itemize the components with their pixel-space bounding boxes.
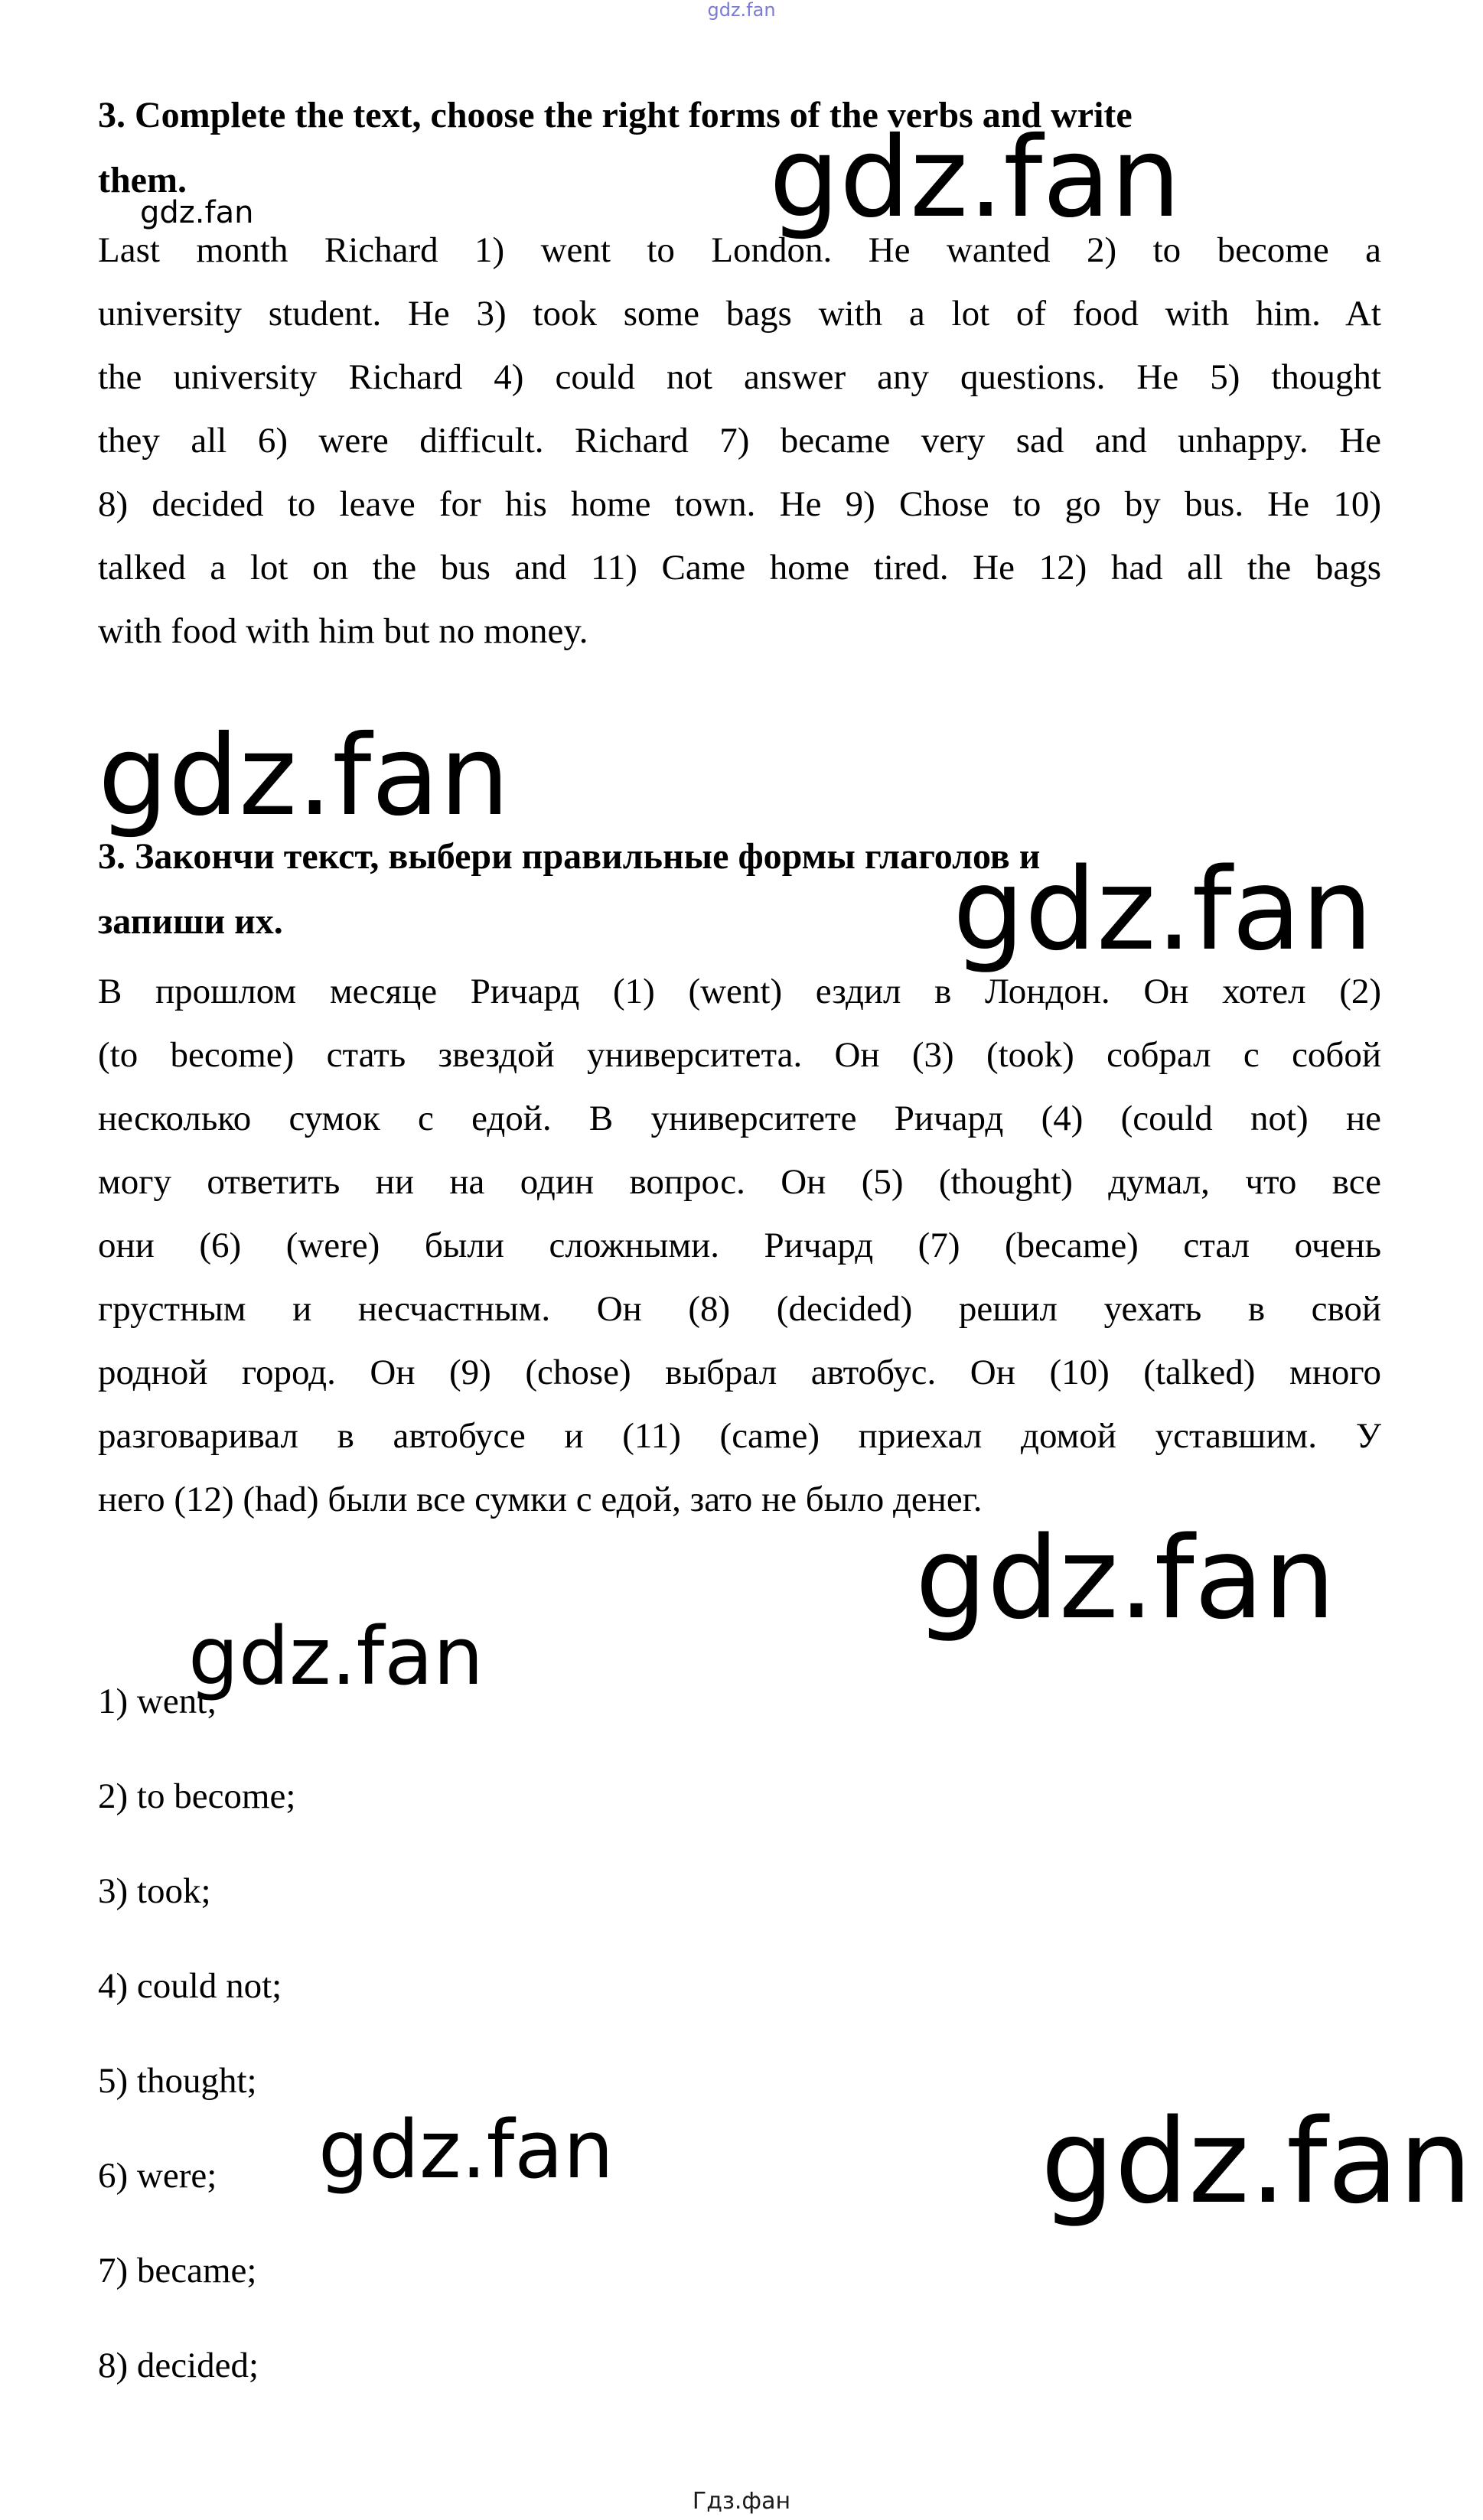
watermark-small-under-title: gdz.fan xyxy=(140,195,254,230)
footer-site-name: Гдз.фан xyxy=(692,2488,791,2515)
answer-item-1: 1) went; xyxy=(98,1682,217,1721)
task-body-ru xyxy=(98,960,1381,1532)
task-body-ru-line: родной город. Он (9) (chose) выбрал автобус. Он (10) (talked) много xyxy=(98,1353,1381,1392)
task-title-en-line-1: 3. Complete the text, choose the right forms of the verbs and write xyxy=(98,95,1133,135)
answer-item-4: 4) could not; xyxy=(98,1966,282,2006)
task-title-ru xyxy=(98,824,1040,954)
answer-item-5: 5) thought; xyxy=(98,2061,257,2101)
task-body-en-line: 8) decided to leave for his home town. He 9) Chose to go by bus. He 10) xyxy=(98,484,1381,524)
answers-list xyxy=(98,1670,295,2429)
task-body-en-line: with food with him but no money. xyxy=(98,611,588,651)
watermark-large-2: gdz.fan xyxy=(98,711,510,841)
answer-item-7: 7) became; xyxy=(98,2251,257,2290)
task-body-ru-line: могу ответить ни на один вопрос. Он (5) (thought) думал, что все xyxy=(98,1162,1381,1202)
task-body-ru-line: грустным и несчастным. Он (8) (decided) решил уехать в свой xyxy=(98,1289,1381,1329)
answer-item-8: 8) decided; xyxy=(98,2346,259,2385)
task-title-ru-line-2: запиши их. xyxy=(98,901,283,942)
watermark-large-3: gdz.fan xyxy=(953,844,1374,975)
task-body-en-line: Last month Richard 1) went to London. He wanted 2) to become a xyxy=(98,230,1381,270)
task-body-en-line: the university Richard 4) could not answer any questions. He 5) thought xyxy=(98,357,1381,397)
task-body-ru-line: разговаривал в автобусе и (11) (came) приехал домой уставшим. У xyxy=(98,1416,1381,1456)
answer-item-3: 3) took; xyxy=(98,1871,211,1911)
answer-item-2: 2) to become; xyxy=(98,1776,296,1816)
task-title-ru-line-1: 3. Закончи текст, выбери правильные формы глаголов и xyxy=(98,836,1041,877)
watermark-medium-6: gdz.fan xyxy=(318,2103,614,2196)
watermark-large-1: gdz.fan xyxy=(769,113,1182,243)
watermark-large-4: gdz.fan xyxy=(915,1512,1336,1644)
task-title-en-line-2: them. xyxy=(98,160,187,200)
task-body-ru-line: (to become) стать звездой университета. Он (3) (took) собрал с собой xyxy=(98,1035,1381,1075)
task-body-ru-line: несколько сумок с едой. В университете Ричард (4) (could not) не xyxy=(98,1099,1381,1138)
watermark-medium-5: gdz.fan xyxy=(188,1610,484,1703)
task-body-ru-line: него (12) (had) были все сумки с едой, зато не было денег. xyxy=(98,1480,983,1519)
watermark-large-7: gdz.fan xyxy=(1041,2094,1473,2229)
task-body-en-line: university student. He 3) took some bags with a lot of food with him. At xyxy=(98,294,1381,334)
task-body-ru-line: В прошлом месяце Ричард (1) (went) ездил в Лондон. Он хотел (2) xyxy=(98,972,1381,1011)
watermark-top: gdz.fan xyxy=(707,0,776,21)
task-body-ru-line: они (6) (were) были сложными. Ричард (7) (became) стал очень xyxy=(98,1226,1381,1265)
task-body-en xyxy=(98,219,1381,663)
task-body-en-line: talked a lot on the bus and 11) Came home tired. He 12) had all the bags xyxy=(98,548,1381,588)
task-body-en-line: they all 6) were difficult. Richard 7) became very sad and unhappy. He xyxy=(98,421,1381,461)
answer-item-6: 6) were; xyxy=(98,2156,217,2196)
